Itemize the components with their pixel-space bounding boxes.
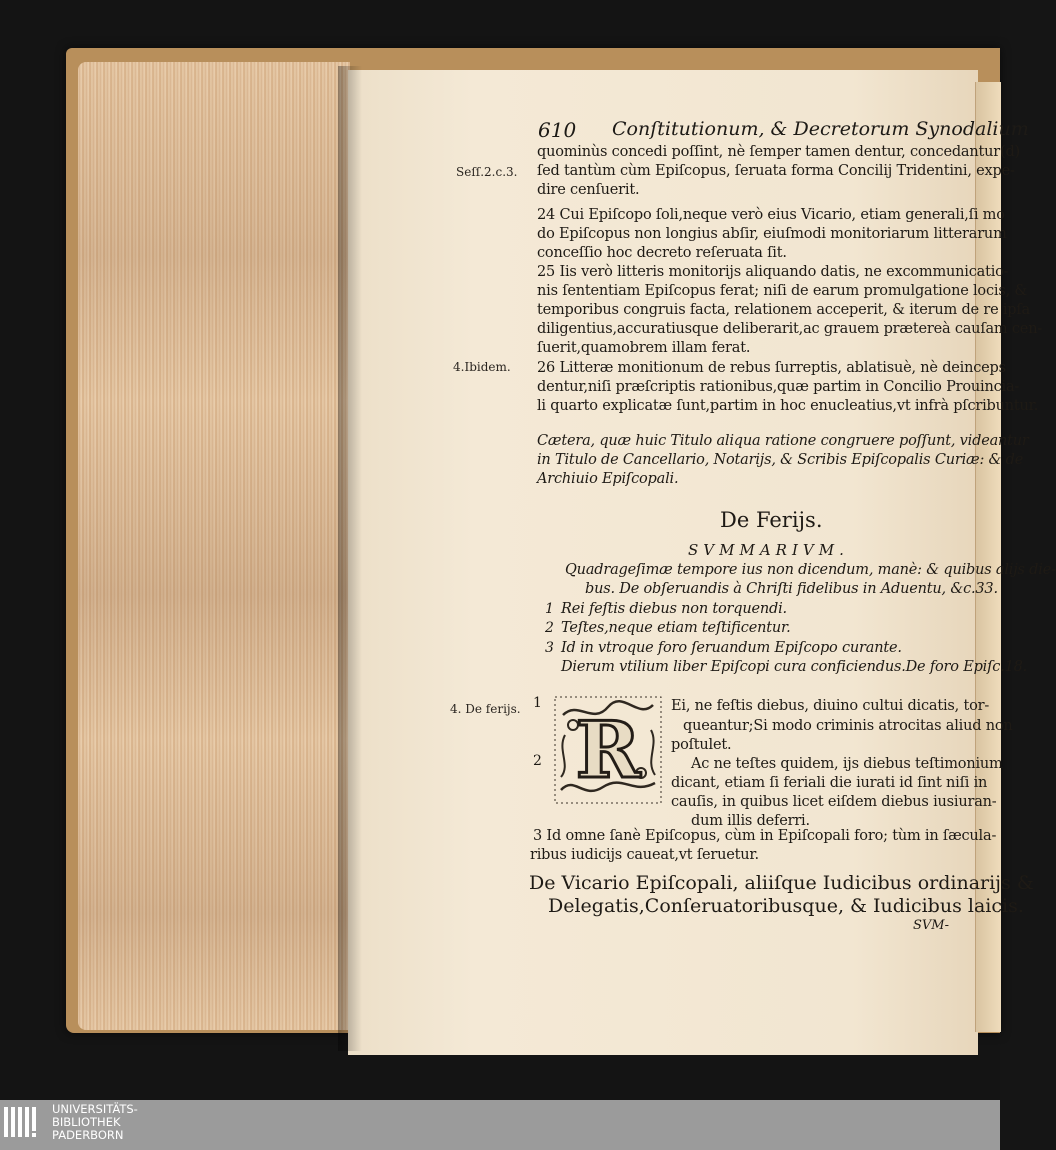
margin-note: 4. De ferijs. [450,702,521,716]
cross-reference-line: in Titulo de Cancellario, Notarijs, & Scribis Epiſcopalis Curiæ: & de [537,452,1024,468]
initial-letter: R [575,705,641,796]
text-line: do Epiſcopus non longius abſir, eiuſmodi monitoriarum litterarum [537,226,1007,242]
library-name [52,1103,138,1142]
text-line: 24 Cui Epiſcopo ſoli,neque verò eius Vicario, etiam generali,ſi mo [537,207,1005,223]
cross-reference-line: Archiuio Epiſcopali. [537,471,679,487]
text-line: dicant, etiam ſi feriali die iurati id ſint niſi in [671,775,988,791]
summarium-item: Id in vtroque foro ſeruandum Epiſcopo curante. [561,640,902,656]
summarium-intro: Quadrageſimæ tempore ius non dicendum, manè: & quibus alijs die- [565,562,1056,578]
text-line: diligentius,accuratiusque deliberarit,ac grauem prætereà cauſam cen- [537,321,1043,337]
summarium-number: 3 [545,640,554,656]
library-name-line: UNIVERSITÄTS- [52,1102,138,1116]
text-line: li quarto explicatæ ſunt,partim in hoc enucleatius,vt infrà pſcribuntur. [537,398,1039,414]
text-line: ſed tantùm cùm Epiſcopus, ſeruata forma Concilij Tridentini, expe- [537,163,1015,179]
text-line: dire cenſuerit. [537,182,640,198]
spine-shadow [338,66,362,1051]
library-name-line: PADERBORN [52,1128,124,1142]
text-line: Ei, ne feſtis diebus, diuino cultui dicatis, tor- [671,698,990,714]
text-line: nis ſententiam Epiſcopus ferat; niſi de earum promulgatione locis, & [537,283,1028,299]
margin-note: Seſſ.2.c.3. [456,165,518,179]
summarium-item: Rei feſtis diebus non torquendi. [561,601,787,617]
text-line: ſuerit,quamobrem illam ferat. [537,340,751,356]
next-section-title: Delegatis,Conſeruatoribusque, & Iudicibus laicis. [548,895,1024,917]
text-line: ribus iudicijs caueat,vt ſeruetur. [530,847,759,863]
next-section-title: De Vicario Epiſcopali, aliiſque Iudicibus ordinarijs & [529,872,1034,894]
text-line: 26 Litteræ monitionum de rebus ſurreptis, ablatisuè, nè deinceps [537,360,1006,376]
section-title: De Ferijs. [720,508,823,532]
text-line: dentur,niſi præſcriptis rationibus,quæ partim in Concilio Prouincia- [537,379,1020,395]
summarium-item: Dierum vtilium liber Epiſcopi cura conficiendus.De foro Epiſc.18. [561,659,1028,675]
text-line: cauſis, in quibus licet eiſdem diebus iusiuran- [671,794,997,810]
text-line: 3 Id omne ſanè Epiſcopus, cùm in Epiſcopali foro; tùm in ſæcula- [533,828,997,844]
summarium-intro: bus. De obſeruandis à Chriſti fidelibus in Aduentu, &c.33. [585,581,998,597]
running-head: Conſtitutionum, & Decretorum Synodalium [612,118,1029,140]
page-number: 610 [538,118,577,142]
text-line: 25 Iis verò litteris monitorijs aliquando datis, ne excommunicatio- [537,264,1009,280]
paragraph-number: 2 [533,753,542,769]
library-name-line: BIBLIOTHEK [52,1115,121,1129]
page-edges [78,62,350,1030]
text-line: quominùs concedi poſſint, nè ſemper tamen dentur, concedantur(d) [537,144,1021,160]
summarium-number: 1 [545,601,554,617]
text-line: queantur;Si modo criminis atrocitas aliud non [683,718,1013,734]
text-line: Ac ne teſtes quidem, ijs diebus teſtimonium [691,756,1003,772]
text-line: conceſſio hoc decreto reſeruata ſit. [537,245,787,261]
text-line: temporibus congruis facta, relationem acceperit, & iterum de re ipſa [537,302,1030,318]
decorated-initial [553,695,663,805]
text-line: dum illis deferri. [691,813,810,829]
library-footer [0,1100,1000,1150]
margin-note: 4.Ibidem. [453,360,511,374]
cross-reference-line: Cætera, quæ huic Titulo aliqua ratione congruere poſſunt, videantur [537,433,1029,449]
paragraph-number: 1 [533,695,542,711]
text-line: poſtulet. [671,737,732,753]
catchword: SVM- [913,918,949,933]
summarium-item: Teſtes,neque etiam teſtificentur. [561,620,791,636]
library-logo-icon [4,1103,44,1141]
summarium-label: SVMMARIVM. [688,541,849,559]
summarium-number: 2 [545,620,554,636]
